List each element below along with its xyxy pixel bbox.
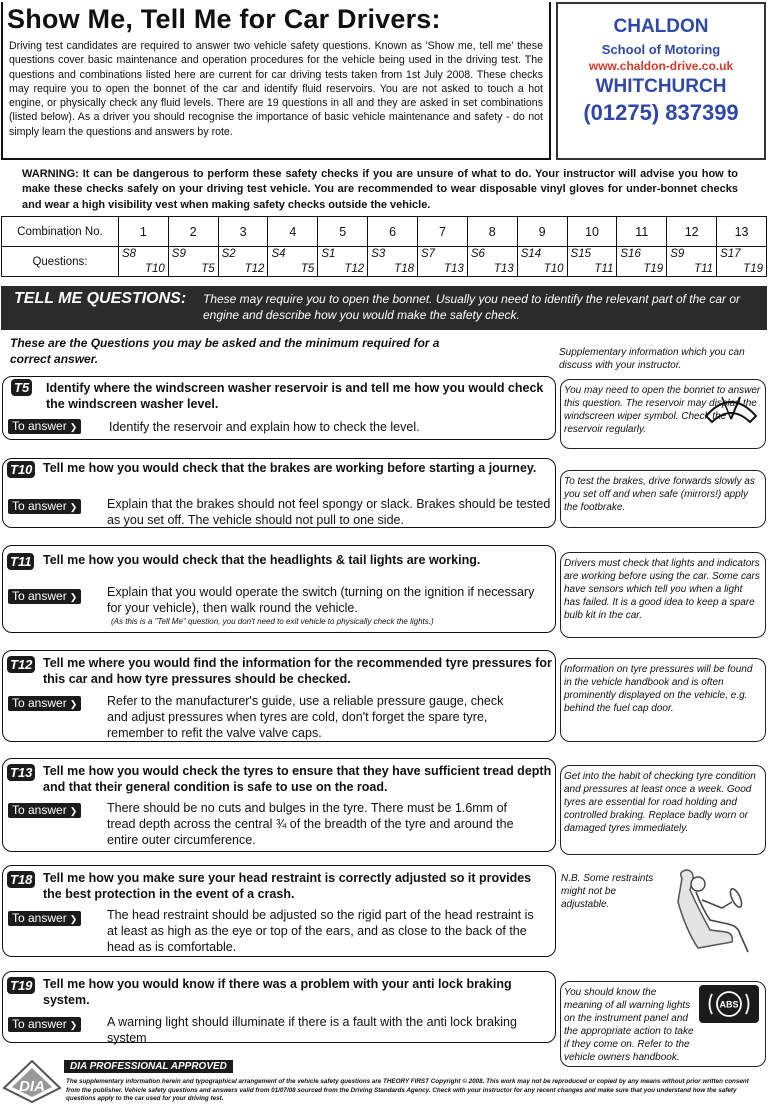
tell-me-code: T19 [643,263,664,275]
dia-approved-badge: DIA PROFESSIONAL APPROVED [64,1060,233,1073]
arrow-right-icon: ❯ [69,806,78,816]
question-card-t12 [2,650,556,742]
question-text: Tell me how you would check that the brakes are working before starting a journey. [43,461,537,475]
combination-header: Combination No. [2,217,119,247]
show-me-code: S14 [520,248,542,260]
question-code: T18 [7,871,35,888]
school-name: CHALDON [613,16,709,37]
combination-number: 2 [168,217,218,247]
tell-me-code: T11 [694,263,714,275]
to-answer-label: To answer ❯ [8,499,81,514]
question-text: Identify where the windscreen washer reservoir is and tell me how you would check the windscreen washer level. [46,381,544,411]
question-text: Tell me how you would check that the headlights & tail lights are working. [43,553,481,567]
supplement-text: N.B. Some restraints might not be adjustable. [561,873,654,910]
combination-number: 10 [567,217,617,247]
show-me-code: S4 [271,248,286,260]
tell-me-code: T10 [144,263,165,275]
combination-number: 4 [268,217,318,247]
to-answer-label: To answer ❯ [8,911,81,926]
question-text: Tell me how you would know if there was a problem with your anti lock braking system. [43,977,512,1007]
question-pair-cell [168,247,218,277]
show-me-code: S6 [470,248,485,260]
supplement-text: Drivers must check that lights and indicators are working before using the car. Some cars have sensors which tell you when a light has failed. It is a good idea to keep a spare bulb kit in the car. [564,558,760,621]
arrow-right-icon: ❯ [69,914,78,924]
combination-number: 7 [418,217,468,247]
show-me-code: S1 [321,248,336,260]
to-answer-label: To answer ❯ [8,589,81,604]
answer-text: Identify the reservoir and explain how to check the level. [109,420,420,434]
question-code: T13 [7,764,35,781]
show-me-code: S3 [371,248,386,260]
answer-text: A warning light should illuminate if there is a fault with the anti lock braking system [107,1015,517,1046]
arrow-right-icon: ❯ [69,592,78,602]
supplement-t18 [560,868,664,958]
tell-me-code: T5 [300,263,315,275]
question-code: T12 [7,656,35,673]
tell-me-code: T13 [493,263,514,275]
windscreen-wiper-icon [702,386,760,426]
warning-text: WARNING: It can be dangerous to perform these safety checks if you are unsure of what to do. Your instructor will advise you how to make these checks safely on your driving test vehicle. You are recommended to wear disposable vinyl gloves for under-bonnet checks and wear a high visibility vest when making safety checks outside the vehicle. [22,168,738,211]
combinations-table [1,216,767,277]
question-card-t18 [2,865,556,957]
question-pair-cell [617,247,667,277]
arrow-right-icon: ❯ [69,699,78,709]
combination-number: 11 [617,217,667,247]
copyright-footer: The supplementary information herein and typographical arrangement of the vehicle safety questions are THEORY FIRST Copyright © 2008. This work may not be reproduced or copied by any means without prior written consent from the publisher. Vehicle safety questions and answers valid from 01/07/08 sourced from the Driving Standards Agency. Check with your instructor for any recent changes and make sure that you understand how the safety questions apply to the car used for your driving test. [66,1078,749,1103]
page-title: Show Me, Tell Me for Car Drivers: [7,4,441,34]
supplement-t10 [560,470,766,528]
question-code: T19 [7,977,35,994]
tell-me-code: T5 [201,263,215,275]
question-pair-cell [667,247,717,277]
tell-me-code: T13 [444,263,464,275]
supplement-text: To test the brakes, drive forwards slowly as you set off and when safe (mirrors!) apply the footbrake. [564,476,755,513]
questions-row [2,247,767,277]
questions-header: Questions: [2,247,119,277]
question-pair-cell [368,247,418,277]
tell-me-code: T18 [394,263,414,275]
show-me-code: S15 [570,248,591,260]
question-card-t19 [2,971,556,1046]
combination-number: 13 [717,217,767,247]
show-me-code: S17 [720,248,741,260]
combination-number: 3 [218,217,268,247]
question-pair-cell [467,247,517,277]
answer-text: Explain that you would operate the switch (turning on the ignition if necessary for your vehicle), then walk round the vehicle. [107,585,535,616]
minimum-required-note: These are the Questions you may be asked and the minimum required for a correct answer. [10,336,440,366]
combination-number-row [2,217,767,247]
supplement-text: You may need to open the bonnet to answer this question. The reservoir may display the windscreen wiper symbol. Check the reservoir regularly. [564,385,761,435]
show-me-code: S9 [670,248,685,260]
question-pair-cell [418,247,468,277]
school-phone: (01275) 837399 [583,100,739,125]
school-advert [556,2,766,160]
question-pair-cell [218,247,268,277]
answer-text: There should be no cuts and bulges in the tyre. There must be 1.6mm of tread depth across the central ¾ of the breadth of the tyre and around the entire outer circumference. [107,801,514,848]
tell-me-description: These may require you to open the bonnet. Usually you need to identify the relevant part of the car or engine and describe how you would make the safety check. [203,292,740,322]
school-town: WHITCHURCH [595,76,727,97]
to-answer-label: To answer ❯ [8,419,81,434]
show-me-code: S7 [421,248,436,260]
answer-text: Explain that the brakes should not feel spongy or slack. Brakes should be tested as you set off. The vehicle should not pull to one side. [107,497,551,528]
supplement-t13 [560,765,766,855]
to-answer-label: To answer ❯ [8,803,81,818]
answer-text: Refer to the manufacturer's guide, use a reliable pressure gauge, check and adjust pressures when tyres are cold, don't forget the spare tyre, remember to refit the valve valve caps. [107,694,504,741]
tell-me-code: T12 [244,263,265,275]
combination-number: 1 [118,217,168,247]
to-answer-label: To answer ❯ [8,696,81,711]
header [0,0,768,162]
tell-me-code: T10 [543,263,564,275]
show-me-code: S16 [620,248,641,260]
intro-paragraph: Driving test candidates are required to answer two vehicle safety questions. Known as 'Show me, tell me' these questions cover basic maintenance and operation procedures for the vehicle being used in the driving test. The questions and combinations listed here are current for car driving tests taken from 1st July 2008. These checks may require you to open the bonnet of the car and identify fluid reservoirs. You are not asked to touch a hot engine, or physically check any fluid levels. There are 19 questions in all and they are asked in set combinations (listed below). As a driver you should recognise the importance of basic vehicle maintenance and safety - do not simply learn the questions and answers by rote. [9,40,543,138]
question-card-t11 [2,545,556,633]
question-card-t10 [2,458,556,528]
question-code: T10 [7,461,35,478]
combination-number: 8 [467,217,517,247]
combination-number: 9 [517,217,567,247]
to-answer-label: To answer ❯ [8,1017,81,1032]
question-text: Tell me how you make sure your head restraint is correctly adjusted so it provides the best protection in the event of a crash. [43,871,532,901]
question-text: Tell me where you would find the information for the recommended tyre pressures for this car and how tyre pressures should be checked. [43,656,552,686]
question-code: T5 [11,379,32,396]
dia-logo-text: DIA [19,1078,45,1095]
question-pair-cell [268,247,318,277]
tell-me-banner [1,286,767,330]
abs-label: ABS [719,999,739,1010]
show-me-code: S2 [221,248,236,260]
tell-me-code: T19 [743,263,763,275]
tell-me-title: TELL ME QUESTIONS: [14,290,187,307]
school-website: www.chaldon-drive.co.uk [588,59,734,73]
show-me-code: S9 [171,248,186,260]
supplement-t12 [560,658,766,742]
show-me-code: S8 [121,248,137,260]
supplementary-intro: Supplementary information which you can discuss with your instructor. [559,347,745,371]
intro-box [1,2,551,160]
tell-me-code: T12 [344,263,365,275]
combination-number: 12 [667,217,717,247]
dia-logo [2,1058,62,1104]
supplement-text: You should know the meaning of all warning lights on the instrument panel and the appropriate action to take if they come on. Refer to the vehicle owners handbook. [564,987,694,1063]
question-pair-cell [318,247,368,277]
combination-number: 6 [368,217,418,247]
combination-number: 5 [318,217,368,247]
question-text: Tell me how you would check the tyres to ensure that they have sufficient tread depth and that their general condition is safe to use on the road. [43,764,552,794]
abs-warning-light-icon [698,984,760,1024]
school-subtitle: School of Motoring [601,42,721,57]
answer-text: The head restraint should be adjusted so the rigid part of the head restraint is at least as high as the eye or top of the ears, and as close to the back of the head as is comfortable. [107,908,534,955]
question-pair-cell [717,247,767,277]
question-card-t13 [2,758,556,852]
car-seat-head-restraint-icon [668,868,764,960]
question-code: T11 [7,553,34,570]
arrow-right-icon: ❯ [69,1020,78,1030]
arrow-right-icon: ❯ [69,422,78,432]
supplement-t11 [560,552,766,638]
question-pair-cell [567,247,617,277]
question-pair-cell [517,247,567,277]
supplement-text: Information on tyre pressures will be found in the vehicle handbook and is often prominently displayed on the vehicle, e.g. behind the fuel cap door. [564,664,753,714]
answer-note: (As this is a "Tell Me" question, you don't need to exit vehicle to physically check the lights.) [111,617,434,626]
arrow-right-icon: ❯ [69,502,78,512]
question-card-t5 [2,376,556,440]
question-pair-cell [118,247,168,277]
supplement-t5 [560,379,766,449]
tell-me-code: T11 [594,263,614,275]
supplement-text: Get into the habit of checking tyre condition and pressures at least once a week. Good tyres are essential for road holding and controlled braking. Replace badly worn or damaged tyres immediately. [564,771,756,834]
